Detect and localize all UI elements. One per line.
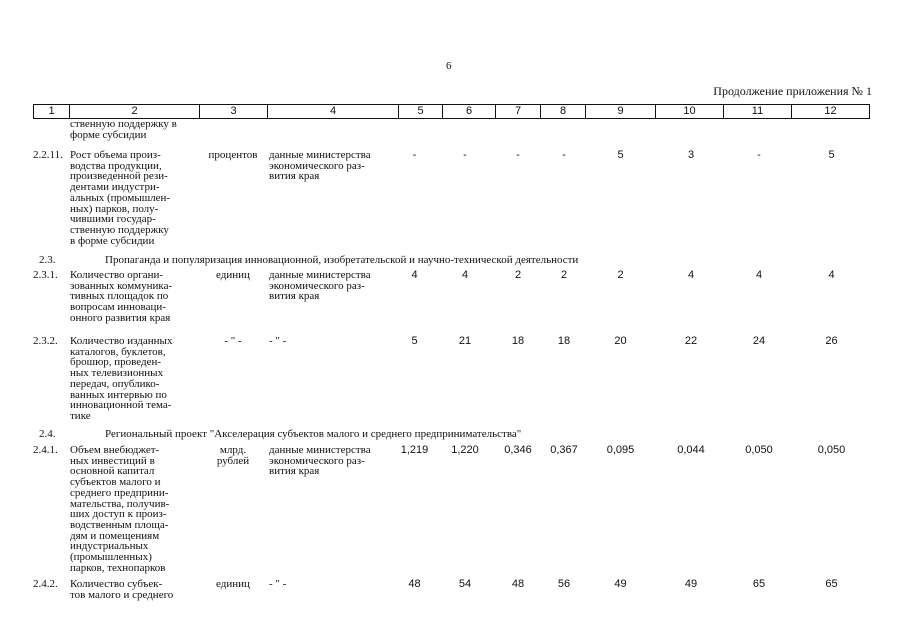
value-col-9: 5 [617, 149, 624, 161]
column-header-table [33, 104, 870, 119]
value-col-7: 48 [511, 578, 525, 590]
col-header: 9 [586, 105, 656, 119]
unit-of-measure: процентов [208, 149, 258, 161]
col-header: 11 [724, 105, 792, 119]
value-col-6: 4 [461, 269, 469, 281]
table-row [33, 119, 869, 145]
value-col-5: 48 [408, 578, 421, 590]
value-col-11: - [757, 149, 761, 161]
data-source: - " - [269, 335, 287, 347]
unit-of-measure: - " - [224, 335, 242, 347]
indicator-name: Объем внебюджет- ных инвестиций в основной капитал субъектов малого и среднего предприни- мательства, получив- ших доступ к произ- водственным площа- дям и помещениям индустриальных (промышленных) парков, технопарков [70, 444, 170, 574]
col-header: 8 [541, 105, 586, 119]
data-source: данные министерства экономического раз- вития края [269, 149, 371, 183]
col-header: 1 [34, 105, 70, 119]
col-header: 10 [656, 105, 724, 119]
row-number: 2.3.1. [33, 269, 58, 281]
value-col-12: 5 [828, 149, 835, 161]
page-number: 6 [446, 60, 452, 72]
col-header: 12 [792, 105, 870, 119]
table-row [33, 579, 869, 609]
value-col-8: 0,367 [550, 444, 578, 456]
value-col-9: 49 [614, 578, 627, 590]
value-col-5: 5 [411, 335, 418, 347]
value-col-11: 4 [755, 269, 763, 281]
col-header: 7 [496, 105, 541, 119]
value-col-6: 21 [458, 335, 472, 347]
value-col-8: - [562, 149, 566, 161]
col-header: 4 [268, 105, 399, 119]
value-col-12: 26 [825, 335, 838, 347]
col-header: 5 [399, 105, 443, 119]
value-col-12: 0,050 [817, 444, 846, 456]
indicator-name: Количество органи- зованных коммуника- тивных площадок по вопросам инноваци- онного развития края [70, 269, 173, 324]
value-col-8: 2 [560, 269, 568, 281]
indicator-name: Рост объема произ- водства продукции, произведенной рези- дентами индустри- альных (промышлен- ных) парков, полу- чившими государ- ственную поддержку в форме субсидии [70, 149, 171, 247]
column-header-row [34, 105, 870, 119]
value-col-7: 0,346 [504, 444, 532, 456]
indicator-name: ственную поддержку в форме субсидии [70, 118, 177, 141]
data-source: данные министерства экономического раз- вития края [269, 444, 371, 478]
indicator-name: Количество изданных каталогов, буклетов, брошюр, проведен- ных телевизионных передач, опублико- ванных интервью по инновационной тема- тике [70, 335, 173, 422]
value-col-9: 0,095 [606, 444, 635, 456]
value-col-9: 20 [614, 335, 627, 347]
indicator-name: Количество субъек- тов малого и среднего [70, 578, 174, 601]
value-col-7: - [516, 149, 520, 161]
section-row [33, 428, 869, 442]
value-col-7: 2 [514, 269, 522, 281]
section-number: 2.4. [39, 428, 56, 440]
value-col-11: 0,050 [745, 444, 773, 456]
value-col-10: 49 [684, 578, 698, 590]
value-col-11: 24 [752, 335, 766, 347]
value-col-7: 18 [511, 335, 525, 347]
table-row [33, 336, 869, 426]
unit-of-measure: единиц [216, 578, 250, 590]
value-col-10: 22 [684, 335, 698, 347]
continuation-label: Продолжение приложения № 1 [713, 84, 872, 98]
unit-of-measure: единиц [216, 269, 250, 281]
section-number: 2.3. [39, 254, 56, 266]
value-col-9: 2 [617, 269, 624, 281]
value-col-8: 56 [557, 578, 571, 590]
value-col-5: 1,219 [400, 444, 429, 456]
value-col-6: - [463, 149, 467, 161]
value-col-6: 54 [458, 578, 472, 590]
table-row [33, 270, 869, 334]
col-header: 6 [443, 105, 496, 119]
row-number: 2.4.1. [33, 444, 58, 456]
value-col-6: 1,220 [451, 444, 479, 456]
unit-of-measure: млрд. рублей [216, 444, 250, 467]
table-row [33, 445, 869, 575]
data-source: - " - [269, 578, 287, 590]
value-col-8: 18 [557, 335, 571, 347]
value-col-10: 0,044 [677, 444, 705, 456]
value-col-10: 4 [687, 269, 695, 281]
section-row [33, 254, 869, 268]
col-header: 2 [70, 105, 200, 119]
row-number: 2.3.2. [33, 335, 58, 347]
table-row [33, 150, 869, 250]
section-title: Региональный проект "Акселерация субъектов малого и среднего предпринимательства" [105, 428, 522, 440]
col-header: 3 [200, 105, 268, 119]
section-title: Пропаганда и популяризация инновационной, изобретательской и научно-технической деятельности [105, 254, 579, 266]
value-col-12: 65 [825, 578, 838, 590]
data-source: данные министерства экономического раз- вития края [269, 269, 371, 303]
value-col-5: 4 [411, 269, 418, 281]
row-number: 2.2.11. [33, 149, 63, 161]
value-col-10: 3 [687, 149, 695, 161]
value-col-5: - [412, 149, 417, 161]
row-number: 2.4.2. [33, 578, 58, 590]
value-col-11: 65 [752, 578, 766, 590]
value-col-12: 4 [828, 269, 835, 281]
